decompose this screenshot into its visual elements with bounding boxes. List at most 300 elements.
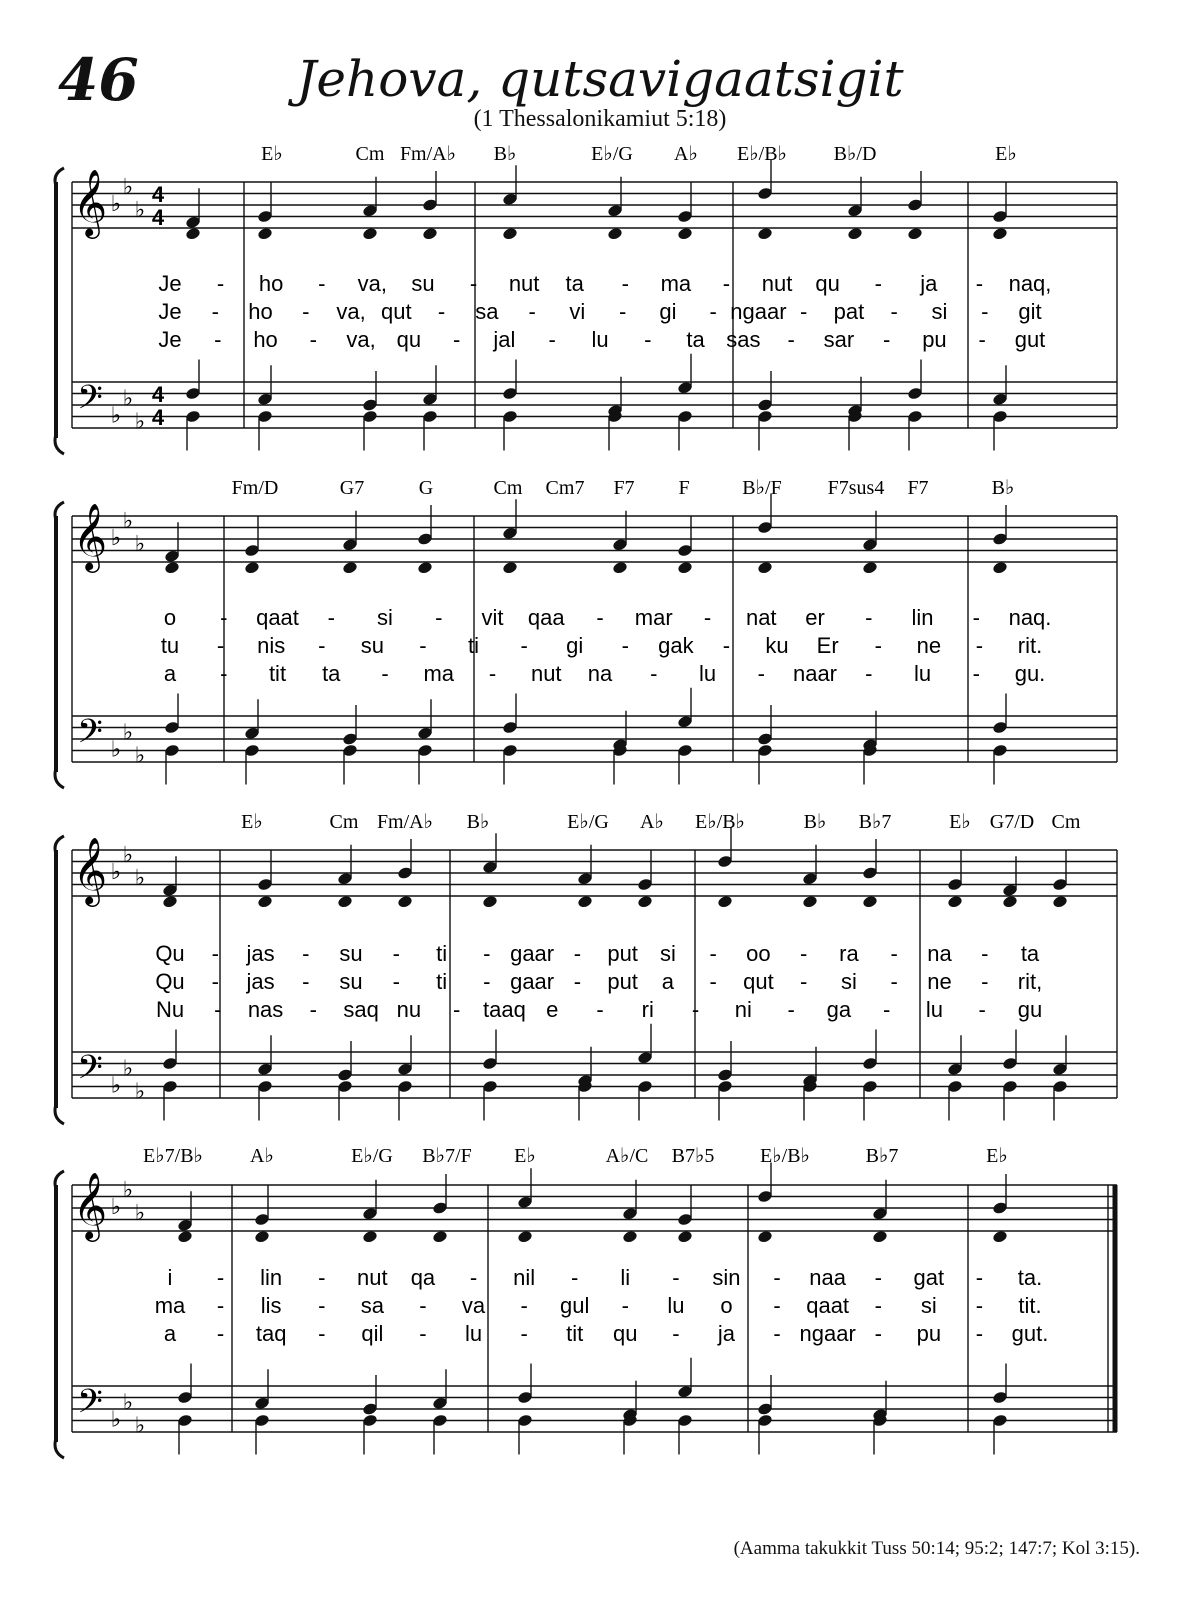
flat-icon: ♭ xyxy=(122,719,134,745)
lyric-hyphen: - xyxy=(874,1265,882,1290)
lyric-syllable: qa xyxy=(410,1265,436,1290)
chord-symbol: B♭7 xyxy=(865,1145,899,1167)
lyric-hyphen: - xyxy=(216,1293,225,1318)
lyric-hyphen: - xyxy=(621,633,629,658)
chord-symbol: E♭ xyxy=(986,1145,1008,1167)
treble-notehead xyxy=(872,1230,888,1244)
treble-notehead xyxy=(947,895,963,909)
lyric-syllable: Nu xyxy=(155,997,185,1022)
lyric-syllable: nis xyxy=(257,633,286,658)
treble-notehead xyxy=(862,561,878,575)
lyric-syllable: naar xyxy=(792,661,838,686)
flat-icon: ♭ xyxy=(110,1072,122,1098)
bass-clef-icon: 𝄢 xyxy=(77,379,103,424)
chord-symbol: F7 xyxy=(613,477,635,499)
lyric-hyphen: - xyxy=(709,969,717,994)
lyric-hyphen: - xyxy=(211,969,219,994)
hymn-number: 46 xyxy=(58,46,139,114)
flat-icon: ♭ xyxy=(110,525,122,550)
lyric-hyphen: - xyxy=(216,1321,225,1346)
system-1 xyxy=(55,143,1117,454)
lyric-syllable: sa xyxy=(360,1293,384,1318)
bracket-bottom-hook xyxy=(55,1104,64,1124)
flat-icon: ♭ xyxy=(122,1055,134,1081)
treble-notehead xyxy=(177,1230,193,1244)
treble-notehead xyxy=(677,561,693,575)
lyric-syllable: lu xyxy=(591,327,609,352)
lyric-hyphen: - xyxy=(318,1321,326,1346)
lyric-syllable: ga xyxy=(826,997,852,1022)
treble-notehead xyxy=(502,561,518,575)
chord-symbol: F7sus4 xyxy=(827,477,885,499)
flat-icon: ♭ xyxy=(134,864,146,890)
lyric-hyphen: - xyxy=(981,941,989,966)
lyric-hyphen: - xyxy=(596,605,604,630)
treble-notehead xyxy=(637,895,653,909)
flat-icon: ♭ xyxy=(110,402,122,428)
lyric-syllable: gi xyxy=(659,299,677,324)
chord-symbol: Fm/A♭ xyxy=(399,143,457,165)
lyric-syllable: a xyxy=(163,1321,177,1346)
lyric-syllable: Qu xyxy=(155,969,185,994)
lyric-hyphen: - xyxy=(981,969,989,994)
lyric-syllable: tit xyxy=(566,1321,584,1346)
treble-notehead xyxy=(162,895,178,909)
treble-notehead xyxy=(1052,895,1068,909)
lyric-hyphen: - xyxy=(800,969,808,994)
bracket-bottom-hook xyxy=(55,434,64,454)
lyric-syllable: tu xyxy=(160,633,180,658)
lyric-syllable: lu xyxy=(667,1293,685,1318)
lyric-syllable: a xyxy=(163,661,177,686)
lyric-hyphen: - xyxy=(972,605,980,630)
lyric-hyphen: - xyxy=(975,633,984,658)
lyric-syllable: lin xyxy=(911,605,934,630)
lyric-hyphen: - xyxy=(890,941,898,966)
lyric-syllable: sin xyxy=(712,1265,741,1290)
bracket-bottom-hook xyxy=(55,1438,64,1458)
lyric-hyphen: - xyxy=(883,997,891,1022)
flat-icon: ♭ xyxy=(110,859,122,884)
treble-notehead xyxy=(337,895,353,909)
lyric-hyphen: - xyxy=(618,299,627,324)
lyric-syllable: gat xyxy=(913,1265,945,1290)
lyric-syllable: sa xyxy=(475,299,499,324)
lyric-syllable: na xyxy=(927,941,952,966)
lyric-hyphen: - xyxy=(573,969,582,994)
lyric-syllable: ja xyxy=(717,1321,736,1346)
lyric-syllable: ma xyxy=(423,661,455,686)
treble-clef-icon: 𝄞 xyxy=(72,838,108,903)
treble-notehead xyxy=(254,1230,270,1244)
lyric-hyphen: - xyxy=(975,1265,984,1290)
lyric-hyphen: - xyxy=(520,1293,528,1318)
lyric-hyphen: - xyxy=(573,941,582,966)
lyric-hyphen: - xyxy=(709,941,717,966)
lyric-hyphen: - xyxy=(883,327,891,352)
lyric-hyphen: - xyxy=(722,633,731,658)
treble-clef-icon: 𝄞 xyxy=(72,170,108,235)
lyric-syllable: si xyxy=(931,299,948,324)
chord-symbol: G7 xyxy=(339,477,365,499)
lyric-hyphen: - xyxy=(621,1293,629,1318)
lyric-syllable: Er xyxy=(816,633,839,658)
lyric-syllable: Je xyxy=(158,271,182,296)
chord-symbol: Cm xyxy=(1051,811,1081,833)
lyric-hyphen: - xyxy=(528,299,536,324)
lyric-syllable: nut xyxy=(761,271,793,296)
lyric-syllable: gul xyxy=(560,1293,590,1318)
chord-symbol: B7♭5 xyxy=(671,1145,715,1167)
lyric-hyphen: - xyxy=(211,299,219,324)
lyric-syllable: va, xyxy=(357,271,388,296)
treble-notehead xyxy=(257,895,273,909)
treble-notehead xyxy=(992,561,1008,575)
flat-icon: ♭ xyxy=(110,1194,122,1219)
lyric-hyphen: - xyxy=(787,327,795,352)
lyric-hyphen: - xyxy=(773,1293,781,1318)
lyric-hyphen: - xyxy=(318,1265,326,1290)
lyric-hyphen: - xyxy=(453,997,461,1022)
flat-icon: ♭ xyxy=(122,1176,134,1202)
time-signature-top: 4 xyxy=(151,382,165,407)
chord-symbol: E♭ xyxy=(995,143,1017,165)
lyric-syllable: pat xyxy=(833,299,865,324)
chord-symbol: Cm xyxy=(493,477,523,499)
system-3 xyxy=(55,811,1117,1124)
treble-notehead xyxy=(677,1230,693,1244)
lyric-hyphen: - xyxy=(874,633,882,658)
lyric-syllable: ta xyxy=(1020,941,1040,966)
lyric-hyphen: - xyxy=(978,997,986,1022)
time-signature-bottom: 4 xyxy=(151,405,165,430)
lyric-hyphen: - xyxy=(302,969,310,994)
bass-clef-icon: 𝄢 xyxy=(77,713,103,758)
lyric-hyphen: - xyxy=(520,633,528,658)
flat-icon: ♭ xyxy=(122,385,134,411)
lyric-hyphen: - xyxy=(488,661,497,686)
lyric-hyphen: - xyxy=(975,271,984,296)
lyric-hyphen: - xyxy=(220,661,228,686)
lyric-syllable: va, xyxy=(346,327,376,352)
lyric-hyphen: - xyxy=(596,997,604,1022)
lyric-hyphen: - xyxy=(773,1321,781,1346)
lyric-syllable: ja xyxy=(920,271,938,296)
treble-notehead xyxy=(185,227,201,241)
lyric-hyphen: - xyxy=(220,605,228,630)
lyric-hyphen: - xyxy=(773,1265,781,1290)
bass-clef-icon: 𝄢 xyxy=(77,1049,103,1094)
bass-clef-icon: 𝄢 xyxy=(77,1383,103,1428)
lyric-hyphen: - xyxy=(874,1321,882,1346)
lyric-syllable: a xyxy=(661,969,675,994)
treble-notehead xyxy=(607,227,623,241)
lyric-syllable: lu xyxy=(464,1321,483,1346)
flat-icon: ♭ xyxy=(122,841,134,867)
lyric-syllable: nat xyxy=(745,605,777,630)
lyric-hyphen: - xyxy=(621,271,629,296)
time-signature-top: 4 xyxy=(151,182,165,207)
chord-symbol: B♭/D xyxy=(833,143,877,165)
chord-symbol: B♭ xyxy=(991,477,1015,499)
flat-icon: ♭ xyxy=(134,408,146,434)
treble-notehead xyxy=(802,895,818,909)
chord-symbol: E♭/G xyxy=(591,143,633,165)
treble-notehead xyxy=(612,561,628,575)
chord-symbol: Cm7 xyxy=(545,477,585,499)
lyric-syllable: ta xyxy=(565,271,584,296)
lyric-syllable: qaa xyxy=(527,605,565,630)
lyric-syllable: nu xyxy=(396,997,422,1022)
lyric-syllable: ne xyxy=(916,633,942,658)
treble-notehead xyxy=(432,1230,448,1244)
lyric-syllable: nut xyxy=(530,661,562,686)
lyric-syllable: qaat xyxy=(806,1293,850,1318)
chord-symbol: G7/D xyxy=(989,811,1035,833)
lyric-syllable: lin xyxy=(260,1265,283,1290)
treble-notehead xyxy=(397,895,413,909)
lyric-hyphen: - xyxy=(211,941,219,966)
lyric-syllable: pu xyxy=(922,327,947,352)
chord-symbol: E♭/B♭ xyxy=(695,811,745,833)
lyric-syllable: gu xyxy=(1017,997,1043,1022)
lyric-hyphen: - xyxy=(483,969,491,994)
lyric-syllable: ne xyxy=(927,969,952,994)
lyric-syllable: su xyxy=(360,633,384,658)
flat-icon: ♭ xyxy=(122,173,134,199)
chord-symbol: B♭7 xyxy=(858,811,892,833)
chord-symbol: Cm xyxy=(355,143,385,165)
lyric-syllable: i xyxy=(167,1265,173,1290)
treble-notehead xyxy=(257,227,273,241)
lyric-hyphen: - xyxy=(392,941,400,966)
flat-icon: ♭ xyxy=(134,530,146,556)
lyric-hyphen: - xyxy=(972,661,980,686)
lyric-syllable: mar xyxy=(634,605,673,630)
lyric-hyphen: - xyxy=(309,997,317,1022)
lyric-syllable: tit. xyxy=(1018,1293,1042,1318)
lyric-syllable: o xyxy=(163,605,177,630)
lyric-syllable: ta xyxy=(322,661,341,686)
lyric-syllable: vit xyxy=(481,605,504,630)
treble-notehead xyxy=(362,1230,378,1244)
treble-notehead xyxy=(757,561,773,575)
lyric-syllable: ho xyxy=(253,327,278,352)
lyric-syllable: Qu xyxy=(155,941,185,966)
chord-symbol: E♭7/B♭ xyxy=(143,1145,203,1167)
lyric-hyphen: - xyxy=(483,941,491,966)
lyric-hyphen: - xyxy=(975,1321,984,1346)
chord-symbol: E♭ xyxy=(949,811,971,833)
lyric-hyphen: - xyxy=(644,327,652,352)
lyric-hyphen: - xyxy=(672,1265,680,1290)
lyric-hyphen: - xyxy=(327,605,335,630)
lyric-syllable: e xyxy=(546,997,559,1022)
lyric-hyphen: - xyxy=(318,1293,326,1318)
lyric-hyphen: - xyxy=(318,271,326,296)
chord-symbol: Fm/D xyxy=(231,477,279,499)
treble-clef-icon: 𝄞 xyxy=(72,504,108,569)
chord-symbol: A♭/C xyxy=(605,1145,649,1167)
lyric-syllable: lu xyxy=(925,997,944,1022)
treble-notehead xyxy=(502,227,518,241)
chord-symbol: E♭ xyxy=(514,1145,536,1167)
lyric-hyphen: - xyxy=(703,605,712,630)
lyric-hyphen: - xyxy=(800,299,808,324)
flat-icon: ♭ xyxy=(134,1078,146,1104)
treble-notehead xyxy=(417,561,433,575)
lyric-hyphen: - xyxy=(381,661,389,686)
lyric-syllable: naa xyxy=(809,1265,847,1290)
lyric-hyphen: - xyxy=(435,605,443,630)
flat-icon: ♭ xyxy=(134,742,146,768)
lyric-syllable: ni xyxy=(734,997,752,1022)
lyric-syllable: qil xyxy=(361,1321,384,1346)
lyric-syllable: si xyxy=(659,941,676,966)
lyric-syllable: Je xyxy=(158,299,182,324)
lyric-hyphen: - xyxy=(419,633,427,658)
lyric-hyphen: - xyxy=(392,969,400,994)
lyric-hyphen: - xyxy=(419,1321,427,1346)
chord-symbol: E♭/B♭ xyxy=(737,143,787,165)
lyric-syllable: li xyxy=(620,1265,631,1290)
chord-symbol: Cm xyxy=(329,811,359,833)
lyric-syllable: nut xyxy=(357,1265,388,1290)
treble-notehead xyxy=(422,227,438,241)
lyric-hyphen: - xyxy=(548,327,556,352)
treble-clef-icon: 𝄞 xyxy=(72,1173,108,1238)
treble-notehead xyxy=(862,895,878,909)
lyric-syllable: Je xyxy=(158,327,182,352)
treble-notehead xyxy=(907,227,923,241)
lyric-hyphen: - xyxy=(216,633,225,658)
lyric-syllable: ta xyxy=(686,327,705,352)
lyric-syllable: sas xyxy=(726,327,761,352)
lyric-syllable: si xyxy=(841,969,857,994)
lyric-syllable: va xyxy=(461,1293,486,1318)
lyric-hyphen: - xyxy=(975,1293,984,1318)
treble-notehead xyxy=(577,895,593,909)
lyric-syllable: ngaar xyxy=(799,1321,856,1346)
lyric-syllable: lu xyxy=(698,661,717,686)
treble-notehead xyxy=(342,561,358,575)
lyric-hyphen: - xyxy=(309,327,317,352)
lyric-hyphen: - xyxy=(865,661,873,686)
lyric-syllable: gut xyxy=(1014,327,1046,352)
lyric-hyphen: - xyxy=(469,271,478,296)
lyric-syllable: ku xyxy=(765,633,789,658)
lyric-syllable: qu xyxy=(396,327,422,352)
treble-notehead xyxy=(992,227,1008,241)
flat-icon: ♭ xyxy=(110,736,122,762)
lyric-hyphen: - xyxy=(571,1265,579,1290)
treble-notehead xyxy=(1002,895,1018,909)
lyric-hyphen: - xyxy=(709,299,717,324)
lyric-hyphen: - xyxy=(672,1321,680,1346)
hymn-title: Jehova, qutsavigaatsigit xyxy=(296,50,904,108)
lyric-hyphen: - xyxy=(216,1265,225,1290)
lyric-syllable: jal xyxy=(493,327,516,352)
lyric-syllable: naq. xyxy=(1008,605,1052,630)
lyric-syllable: qaat xyxy=(256,605,299,630)
lyric-syllable: git xyxy=(1018,299,1042,324)
chord-symbol: B♭7/F xyxy=(422,1145,472,1167)
lyric-hyphen: - xyxy=(469,1265,478,1290)
lyric-syllable: gaar xyxy=(510,969,555,994)
lyric-syllable: ma xyxy=(154,1293,186,1318)
treble-notehead xyxy=(362,227,378,241)
lyric-hyphen: - xyxy=(650,661,658,686)
lyric-syllable: o xyxy=(720,1293,733,1318)
lyric-syllable: ti xyxy=(436,941,448,966)
chord-symbol: E♭ xyxy=(261,143,283,165)
chord-symbol: B♭ xyxy=(493,143,517,165)
lyric-syllable: tit xyxy=(268,661,287,686)
lyric-hyphen: - xyxy=(722,271,731,296)
chord-symbol: F7 xyxy=(907,477,929,499)
chord-symbol: G xyxy=(418,477,434,499)
lyric-syllable: lu xyxy=(913,661,932,686)
flat-icon: ♭ xyxy=(122,507,134,533)
lyric-syllable: qut xyxy=(381,299,412,324)
lyric-hyphen: - xyxy=(214,997,222,1022)
lyric-syllable: pu xyxy=(916,1321,942,1346)
treble-notehead xyxy=(757,227,773,241)
lyric-hyphen: - xyxy=(302,299,310,324)
system-4 xyxy=(55,1145,1117,1458)
lyric-syllable: naq, xyxy=(1008,271,1052,296)
chord-symbol: E♭/B♭ xyxy=(760,1145,810,1167)
lyric-syllable: ho xyxy=(248,299,273,324)
chord-symbol: Fm/A♭ xyxy=(376,811,434,833)
flat-icon: ♭ xyxy=(134,1199,146,1225)
lyric-hyphen: - xyxy=(890,299,898,324)
lyric-syllable: ti xyxy=(468,633,480,658)
flat-icon: ♭ xyxy=(122,1389,134,1415)
chord-symbol: E♭ xyxy=(241,811,263,833)
chord-symbol: A♭ xyxy=(674,143,698,165)
chord-symbol: A♭ xyxy=(640,811,664,833)
treble-notehead xyxy=(622,1230,638,1244)
lyric-syllable: put xyxy=(607,941,638,966)
lyric-syllable: nil xyxy=(513,1265,536,1290)
lyric-hyphen: - xyxy=(865,605,873,630)
lyric-hyphen: - xyxy=(981,299,989,324)
lyric-syllable: ra xyxy=(839,941,859,966)
lyric-syllable: gak xyxy=(658,633,694,658)
treble-notehead xyxy=(677,227,693,241)
time-signature-bottom: 4 xyxy=(151,205,165,230)
lyric-hyphen: - xyxy=(800,941,808,966)
lyric-hyphen: - xyxy=(874,1293,882,1318)
lyric-syllable: qut xyxy=(743,969,774,994)
lyric-syllable: su xyxy=(339,941,363,966)
lyric-syllable: put xyxy=(607,969,638,994)
flat-icon: ♭ xyxy=(134,1412,146,1438)
lyric-syllable: gu. xyxy=(1014,661,1046,686)
lyric-syllable: ngaar xyxy=(730,299,787,324)
lyric-syllable: rit. xyxy=(1017,633,1043,658)
lyric-syllable: ri xyxy=(641,997,654,1022)
lyric-syllable: taaq xyxy=(483,997,526,1022)
lyric-syllable: sar xyxy=(823,327,855,352)
lyric-hyphen: - xyxy=(437,299,446,324)
lyric-syllable: si xyxy=(377,605,393,630)
treble-notehead xyxy=(757,1230,773,1244)
lyric-hyphen: - xyxy=(318,633,326,658)
lyric-hyphen: - xyxy=(419,1293,427,1318)
treble-notehead xyxy=(717,895,733,909)
